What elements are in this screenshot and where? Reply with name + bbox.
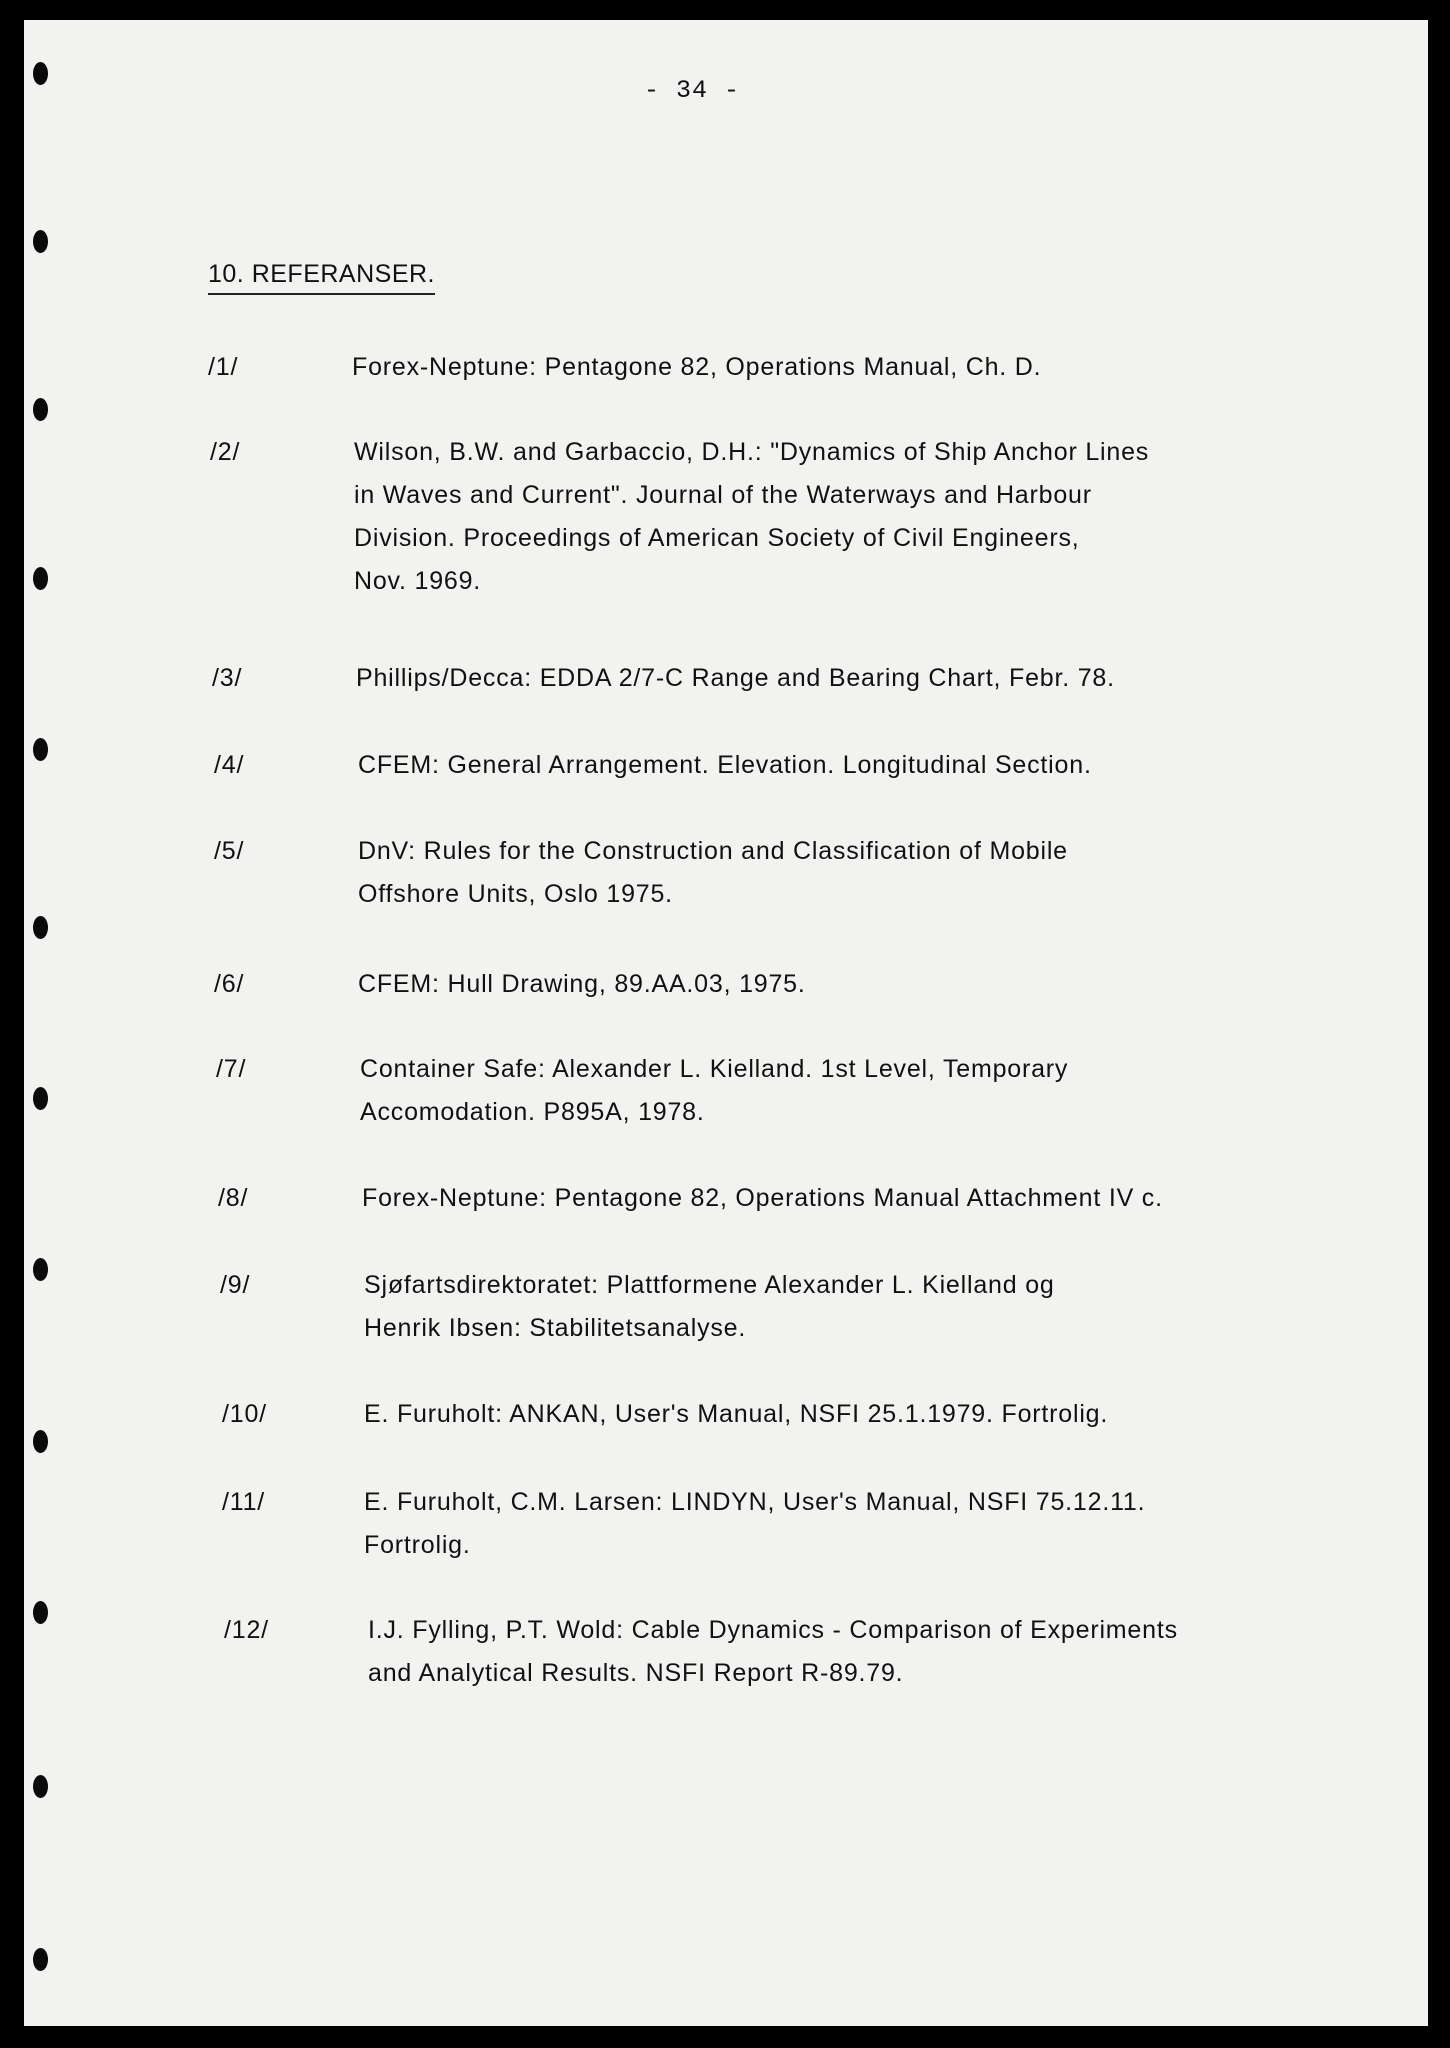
- document-page: [24, 20, 1428, 2026]
- reference-number: /1/: [208, 353, 239, 381]
- reference-text: DnV: Rules for the Construction and Classification of Mobile Offshore Units, Oslo 1975.: [358, 837, 1068, 908]
- punch-hole: [33, 567, 48, 590]
- reference-text: Container Safe: Alexander L. Kielland. 1st Level, Temporary Accomodation. P895A, 1978.: [360, 1055, 1069, 1126]
- reference-text: Wilson, B.W. and Garbaccio, D.H.: "Dynamics of Ship Anchor Lines in Waves and Current". Journal of the Waterways and Harbour Division. Proceedings of American Society of Civil Engineers, Nov. 1969.: [354, 438, 1150, 595]
- reference-text: CFEM: General Arrangement. Elevation. Longitudinal Section.: [358, 751, 1092, 779]
- reference-number: /10/: [222, 1400, 267, 1428]
- reference-number: /4/: [214, 751, 245, 779]
- punch-hole: [33, 1087, 48, 1110]
- reference-number: /7/: [216, 1055, 247, 1083]
- reference-text: Phillips/Decca: EDDA 2/7-C Range and Bearing Chart, Febr. 78.: [356, 664, 1115, 692]
- punch-hole: [33, 230, 48, 253]
- reference-number: /12/: [224, 1616, 269, 1644]
- reference-text: Sjøfartsdirektoratet: Plattformene Alexander L. Kielland og Henrik Ibsen: Stabilitetsanalyse.: [364, 1271, 1055, 1342]
- punch-hole: [33, 398, 48, 421]
- punch-hole: [33, 1601, 48, 1624]
- reference-text: E. Furuholt, C.M. Larsen: LINDYN, User's Manual, NSFI 75.12.11. Fortrolig.: [364, 1488, 1146, 1559]
- punch-hole: [33, 916, 48, 939]
- reference-number: /2/: [210, 438, 241, 466]
- reference-text: I.J. Fylling, P.T. Wold: Cable Dynamics - Comparison of Experiments and Analytical Results. NSFI Report R-89.79.: [368, 1616, 1178, 1687]
- punch-hole: [33, 1775, 48, 1798]
- punch-hole: [33, 1948, 48, 1971]
- reference-text: E. Furuholt: ANKAN, User's Manual, NSFI 25.1.1979. Fortrolig.: [364, 1400, 1109, 1428]
- reference-text: CFEM: Hull Drawing, 89.AA.03, 1975.: [358, 970, 806, 998]
- punch-hole: [33, 62, 48, 85]
- punch-hole: [33, 738, 48, 761]
- section-heading: 10. REFERANSER.: [208, 260, 435, 295]
- reference-number: /6/: [214, 970, 245, 998]
- punch-hole: [33, 1258, 48, 1281]
- punch-hole: [33, 1430, 48, 1453]
- reference-text: Forex-Neptune: Pentagone 82, Operations Manual, Ch. D.: [352, 353, 1042, 381]
- reference-number: /8/: [218, 1184, 249, 1212]
- reference-number: /9/: [220, 1271, 251, 1299]
- reference-text: Forex-Neptune: Pentagone 82, Operations Manual Attachment IV c.: [362, 1184, 1163, 1212]
- page-number: - 34 -: [644, 76, 741, 105]
- reference-number: /5/: [214, 837, 245, 865]
- reference-number: /11/: [222, 1488, 266, 1516]
- reference-number: /3/: [212, 664, 243, 692]
